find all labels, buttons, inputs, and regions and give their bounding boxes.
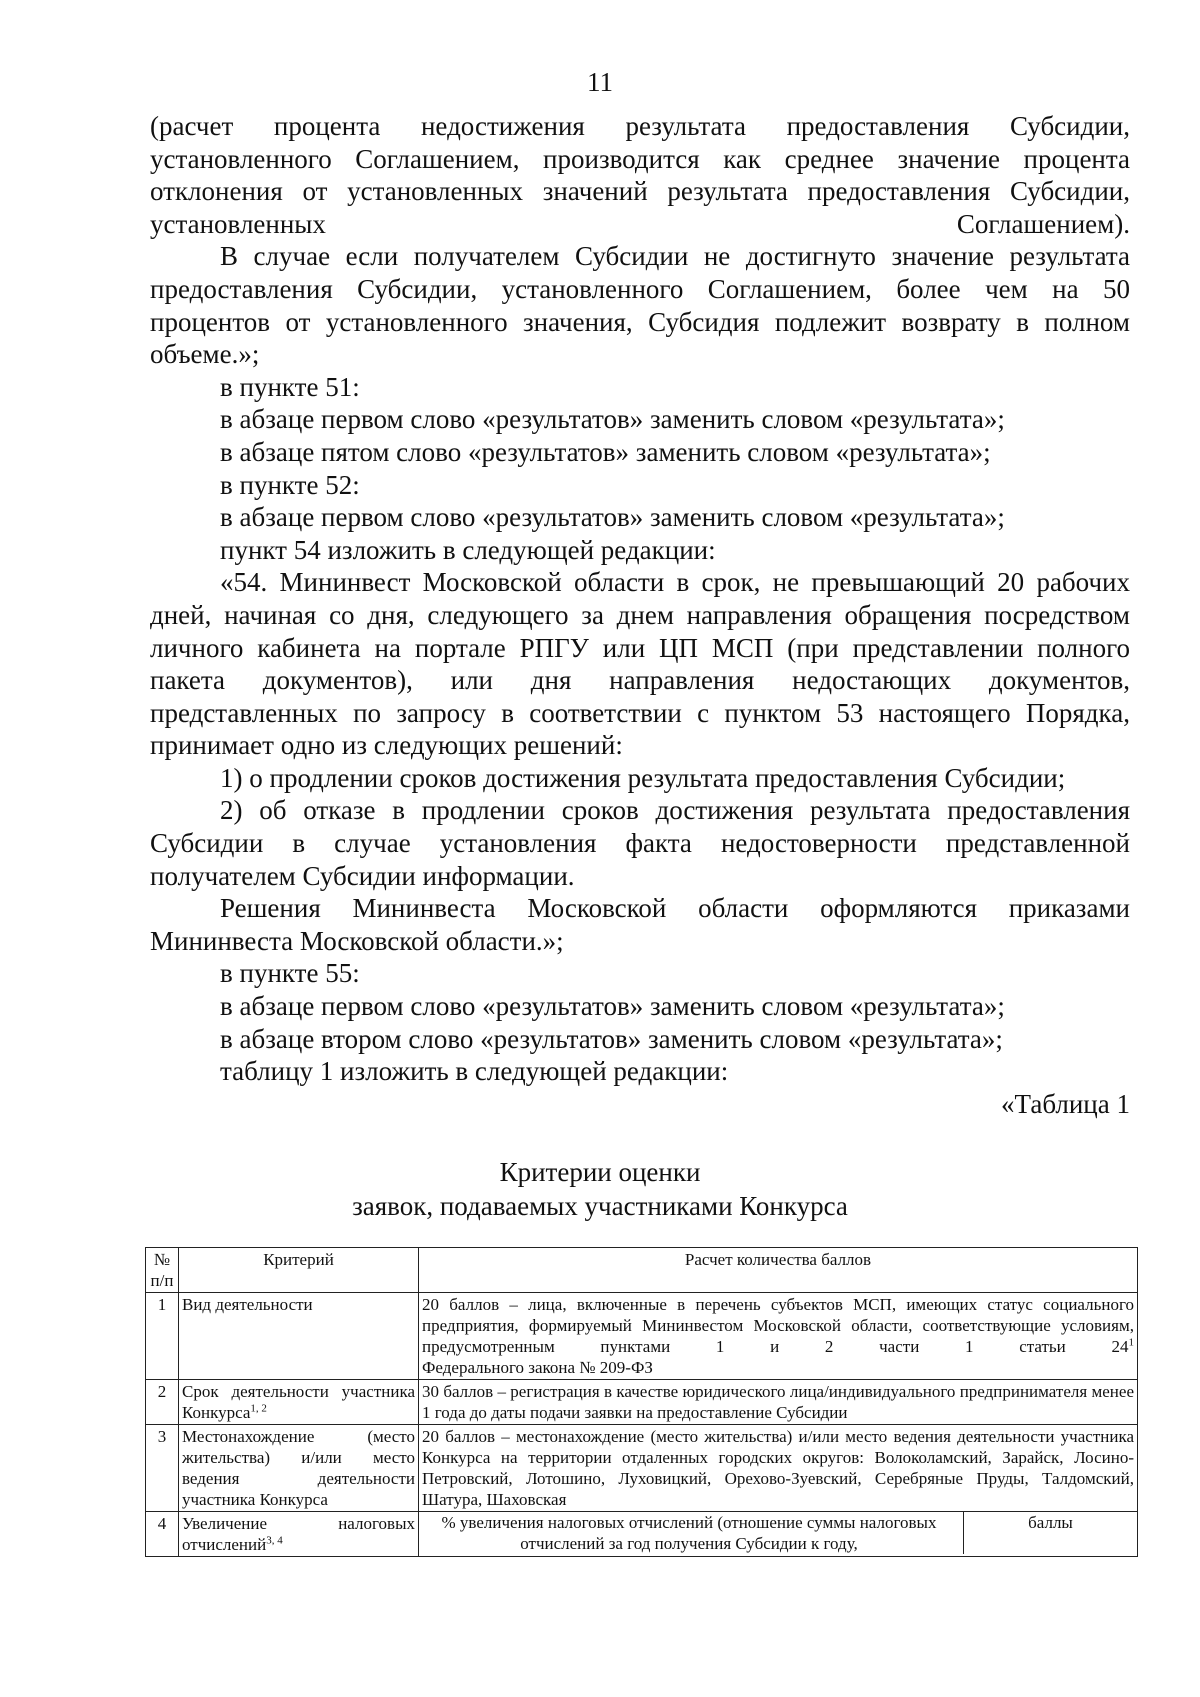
footnote-ref: 1, 2 — [250, 1402, 267, 1415]
row-calc: 20 баллов – местонахождение (место жительства) и/или место ведения деятельности участника Конкурса на территории отдаленных городских округов: Волоколамский, Зарайск, Лосино-Петровский, Лотошино, Луховицкий, Орехово-Зуевский, Серебряные Пруды, Талдомский, Шатура, Шаховская — [419, 1425, 1138, 1512]
table-title — [0, 1155, 1200, 1223]
paragraph: (расчет процента недостижения результата предоставления Субсидии, установленного Соглашением, производится как среднее значение процента отклонения от установленных значений результата предоставления Субсидии, установленных Соглашением). — [150, 111, 1130, 239]
table-row — [146, 1293, 1138, 1380]
paragraph: в абзаце первом слово «результатов» заменить словом «результата»; — [220, 502, 1005, 533]
row-criterion-text: Срок деятельности участника Конкурса — [182, 1382, 415, 1422]
footnote-ref: 1 — [1128, 1336, 1134, 1349]
row-calc — [419, 1512, 1138, 1557]
header-criterion: Критерий — [179, 1248, 419, 1293]
table-header-row — [146, 1248, 1138, 1293]
header-num: № п/п — [146, 1248, 179, 1293]
paragraph: в абзаце втором слово «результатов» заменить словом «результата»; — [220, 1023, 1003, 1054]
row-criterion: Местонахождение (место жительства) и/или место ведения деятельности участника Конкурса — [179, 1425, 419, 1512]
row-calc-split — [419, 1512, 1137, 1554]
paragraph: таблицу 1 изложить в следующей редакции: — [220, 1056, 729, 1087]
row-calc: 30 баллов – регистрация в качестве юридического лица/индивидуального предпринимателя менее 1 года до даты подачи заявки на предоставление Субсидии — [419, 1380, 1138, 1425]
criteria-table — [145, 1247, 1138, 1557]
row-calc — [419, 1293, 1138, 1380]
row-num: 3 — [146, 1425, 179, 1512]
paragraph: в абзаце пятом слово «результатов» заменить словом «результата»; — [220, 436, 991, 467]
paragraph: «54. Мининвест Московской области в срок, не превышающий 20 рабочих дней, начиная со дня, следующего за днем направления обращения посредством личного кабинета на портале РПГУ или ЦП МСП (при представлении полного пакета документов), или дня направления недостающих документов, представленных по запросу в соответствии с пунктом 53 настоящего Порядка, принимает одно из следующих решений: — [150, 567, 1130, 761]
table-row — [146, 1512, 1138, 1557]
paragraph: в пункте 51: — [220, 371, 360, 402]
paragraph: в абзаце первом слово «результатов» заменить словом «результата»; — [220, 991, 1005, 1022]
paragraph: в абзаце первом слово «результатов» заменить словом «результата»; — [220, 404, 1005, 435]
row-criterion — [179, 1380, 419, 1425]
table-row — [146, 1425, 1138, 1512]
table-title-line1: Критерии оценки — [499, 1157, 701, 1187]
paragraph: в пункте 55: — [220, 958, 360, 989]
table-label: «Таблица 1 — [1001, 1088, 1130, 1119]
row-calc-right: баллы — [1028, 1513, 1073, 1532]
paragraph: в пункте 52: — [220, 469, 360, 500]
paragraph: 2) об отказе в продлении сроков достижения результата предоставления Субсидии в случае установления факта недостоверности представленной получателем Субсидии информации. — [150, 795, 1130, 891]
row-criterion — [179, 1512, 419, 1557]
row-num: 1 — [146, 1293, 179, 1380]
paragraph: Решения Мининвеста Московской области оформляются приказами Мининвеста Московской области.»; — [150, 893, 1130, 956]
header-calc: Расчет количества баллов — [419, 1248, 1138, 1293]
paragraph: пункт 54 изложить в следующей редакции: — [220, 534, 716, 565]
paragraph: 1) о продлении сроков достижения результата предоставления Субсидии; — [220, 762, 1066, 793]
page-number: 11 — [587, 67, 613, 97]
row-calc-tail: Федерального закона № 209-ФЗ — [422, 1358, 653, 1377]
table-title-line2: заявок, подаваемых участниками Конкурса — [352, 1191, 848, 1221]
row-criterion: Вид деятельности — [179, 1293, 419, 1380]
row-calc-left: % увеличения налоговых отчислений (отношение суммы налоговых отчислений за год получения Субсидии к году, — [419, 1512, 964, 1554]
paragraph: В случае если получателем Субсидии не достигнуто значение результата предоставления Субсидии, установленного Соглашением, более чем на 50 процентов от установленного значения, Субсидия подлежит возврату в полном объеме.»; — [150, 241, 1130, 370]
table-row — [146, 1380, 1138, 1425]
document-body — [150, 110, 1130, 1120]
footnote-ref: 3, 4 — [266, 1534, 283, 1547]
row-criterion-text: Увеличение налоговых отчислений — [182, 1514, 415, 1554]
row-num: 4 — [146, 1512, 179, 1557]
row-calc-text: 20 баллов – лица, включенные в перечень субъектов МСП, имеющих статус социального предприятия, формируемый Мининвестом Московской области, соответствующие условиям, предусмотренным пунктами 1 и 2 части 1 статьи 24 — [422, 1295, 1134, 1356]
row-num: 2 — [146, 1380, 179, 1425]
